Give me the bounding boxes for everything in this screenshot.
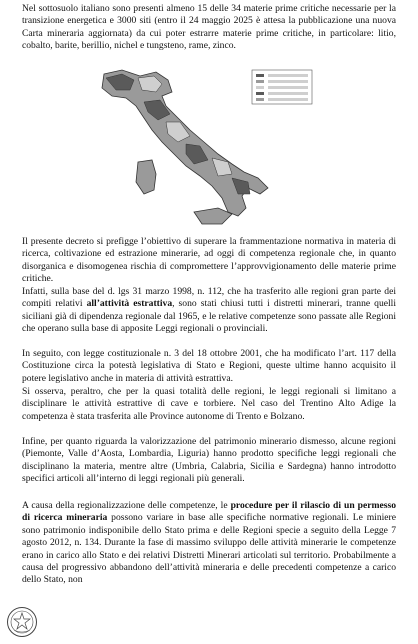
- decree-paragraph: [22, 236, 396, 286]
- decree-text: Il presente decreto si prefigge l’obiettivo di superare la frammentazione normativa in materia di ricerca, coltivazione ed estrazione minerarie, ad oggi di competenza regionale che, in quanto disorganica e disomogenea rischia di compromettere l’approvvigionamento delle materie prime critiche.: [22, 236, 396, 285]
- italy-map-figure: [82, 66, 342, 232]
- causa-text-part-2: possono variare in base alle specifiche normative regionali. Le miniere sono patrimonio indisponibile dello Stato prima e delle Regioni specie a seguito della Legge 7 agosto 2012, n. 134. Durante la fase di massimo sviluppo delle attività minerarie le competenze erano in carico allo Stato e dei relativi Distretti Minerari articolati sul territorio. Probabilmente a causa del progressivo abbandono dell’attività mineraria e delle precedenti competenze a carico dello Stato, non: [22, 512, 397, 586]
- infatti-text-part-1: Infatti, sulla base del d. lgs 31 marzo 1998, n. 112, che ha trasferito alle regioni gran parte dei compiti relativi: [22, 286, 396, 310]
- osserva-text: Si osserva, peraltro, che per la quasi totalità delle regioni, le leggi regionali si limitano a disciplinare le attività estrattive di cave e torbiere. Nel caso del Trentino Alto Adige la competenza è stata trasferita alle Province autonome di Trento e Bolzano.: [22, 386, 396, 422]
- causa-text-part-1: A causa della regionalizzazione delle competenze, le: [22, 500, 231, 511]
- causa-paragraph: [22, 500, 396, 587]
- infine-text: Infine, per quanto riguarda la valorizzazione del patrimonio minerario dismesso, alcune regioni (Piemonte, Valle d’Aosta, Lombardia, Liguria) hanno prodotto specifiche leggi regionali che disciplinano la materia, mentre altre (Umbria, Calabria, Sicilia e Sardegna) hanno introdotto specifici articoli all’interno di leggi regionali più generali.: [22, 436, 396, 485]
- costituzionale-paragraph: [22, 348, 396, 385]
- sicily: [194, 208, 232, 224]
- infatti-paragraph: [22, 286, 396, 336]
- causa-bold-term: procedure per il rilascio di un permesso di ricerca mineraria: [22, 500, 397, 524]
- infine-paragraph: [22, 436, 396, 486]
- costituzionale-text: In seguito, con legge costituzionale n. 3 del 18 ottobre 2001, che ha modificato l’art. 117 della Costituzione circa la potestà legislativa di Stato e Regioni, queste ultime hanno acquisito il potere legislativo anche in materia di attività estrattiva.: [22, 348, 396, 384]
- italy-map-svg: [82, 66, 342, 232]
- infatti-text-part-2: , sono stati chiusi tutti i distretti minerari, tranne quelli siciliani già di dipendenza regionale dal 1965, e le relative competenze sono passate alle Regioni che operano sulla base di apposite Leggi regionali o provinciali.: [22, 298, 397, 335]
- osserva-paragraph: [22, 386, 396, 423]
- causa-text: [22, 500, 396, 587]
- sardinia: [136, 160, 156, 194]
- seal-icon: [6, 606, 38, 638]
- infatti-text: [22, 286, 396, 336]
- italy-mainland: [102, 70, 268, 216]
- intro-text: Nel sottosuolo italiano sono presenti almeno 15 delle 34 materie prime critiche necessarie per la transizione energetica e 3000 siti (entro il 24 maggio 2025 è attesa la pubblicazione una nuova Carta mineraria aggiornata) da cui poter estrarre materie prime critiche, in particolare: litio, cobalto, barite, berillio, nichel e tungsteno, rame, zinco.: [22, 3, 396, 52]
- intro-paragraph: [22, 3, 396, 53]
- map-legend: [252, 70, 312, 104]
- infatti-bold-term: all’attività estrattiva: [86, 298, 173, 310]
